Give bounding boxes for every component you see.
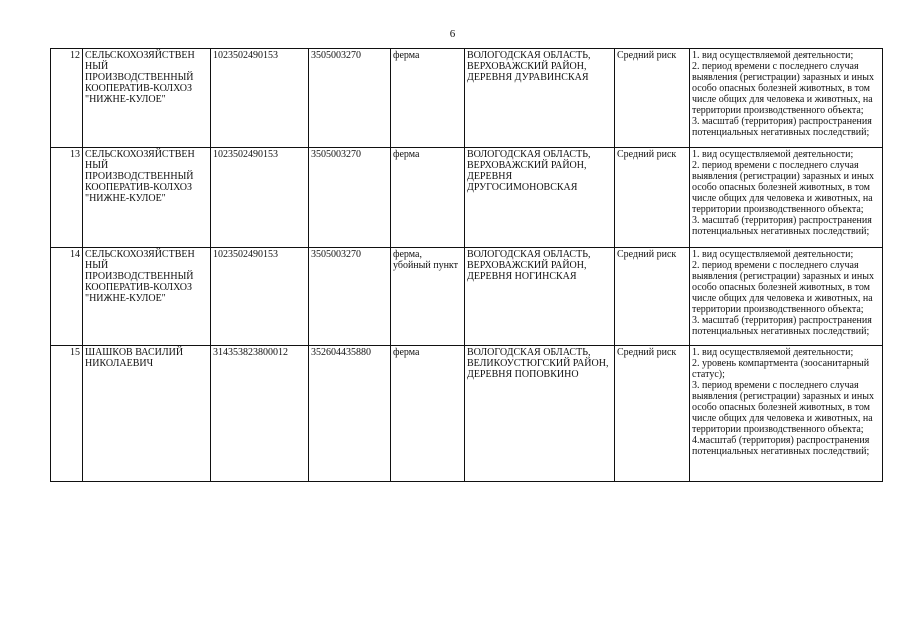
inn-value: 3505003270 (309, 148, 391, 248)
criteria-item: 2. период времени с последнего случая выявления (регистрации) заразных и иных особо опасных болезней животных, в том числе общих для человека и животных, на территории производственного объекта; (692, 61, 874, 116)
risk-criteria (690, 148, 883, 248)
criteria-item: 2. период времени с последнего случая выявления (регистрации) заразных и иных особо опасных болезней животных, в том числе общих для человека и животных, на территории производственного объекта; (692, 160, 874, 215)
object-address: ВОЛОГОДСКАЯ ОБЛАСТЬ, ВЕРХОВАЖСКИЙ РАЙОН, ДЕРЕВНЯ НОГИНСКАЯ (465, 248, 615, 346)
table-row (51, 248, 883, 346)
risk-category: Средний риск (615, 148, 690, 248)
risk-criteria (690, 346, 883, 482)
object-address: ВОЛОГОДСКАЯ ОБЛАСТЬ, ВЕРХОВАЖСКИЙ РАЙОН, ДЕРЕВНЯ ДУРАВИНСКАЯ (465, 49, 615, 148)
organization-name: ШАШКОВ ВАСИЛИЙ НИКОЛАЕВИЧ (83, 346, 211, 482)
criteria-item: 1. вид осуществляемой деятельности; (692, 249, 854, 260)
object-type: ферма (391, 49, 465, 148)
criteria-item: 3. масштаб (территория) распространения потенциальных негативных последствий; (692, 116, 872, 138)
criteria-item: 2. уровень компартмента (зоосанитарный статус); (692, 358, 870, 380)
registry-table (50, 48, 883, 482)
ogrn-value: 314353823800012 (211, 346, 309, 482)
criteria-item: 1. вид осуществляемой деятельности; (692, 347, 854, 358)
ogrn-value: 1023502490153 (211, 148, 309, 248)
table-row (51, 49, 883, 148)
criteria-item: 2. период времени с последнего случая выявления (регистрации) заразных и иных особо опасных болезней животных, в том числе общих для человека и животных, на территории производственного объекта; (692, 260, 874, 315)
row-number: 12 (51, 49, 83, 148)
risk-criteria (690, 248, 883, 346)
risk-category: Средний риск (615, 248, 690, 346)
ogrn-value: 1023502490153 (211, 248, 309, 346)
organization-name: СЕЛЬСКОХОЗЯЙСТВЕН НЫЙ ПРОИЗВОДСТВЕННЫЙ КООПЕРАТИВ-КОЛХОЗ "НИЖНЕ-КУЛОЕ" (83, 248, 211, 346)
inn-value: 3505003270 (309, 49, 391, 148)
risk-category: Средний риск (615, 346, 690, 482)
table-row (51, 346, 883, 482)
inn-value: 352604435880 (309, 346, 391, 482)
object-address: ВОЛОГОДСКАЯ ОБЛАСТЬ, ВЕРХОВАЖСКИЙ РАЙОН, ДЕРЕВНЯ ДРУГОСИМОНОВСКАЯ (465, 148, 615, 248)
risk-category: Средний риск (615, 49, 690, 148)
object-type: ферма, убойный пункт (391, 248, 465, 346)
organization-name: СЕЛЬСКОХОЗЯЙСТВЕН НЫЙ ПРОИЗВОДСТВЕННЫЙ КООПЕРАТИВ-КОЛХОЗ "НИЖНЕ-КУЛОЕ" (83, 148, 211, 248)
risk-criteria (690, 49, 883, 148)
ogrn-value: 1023502490153 (211, 49, 309, 148)
object-type: ферма (391, 346, 465, 482)
inn-value: 3505003270 (309, 248, 391, 346)
object-address: ВОЛОГОДСКАЯ ОБЛАСТЬ, ВЕЛИКОУСТЮГСКИЙ РАЙОН, ДЕРЕВНЯ ПОПОВКИНО (465, 346, 615, 482)
criteria-item: 1. вид осуществляемой деятельности; (692, 50, 854, 61)
table-row (51, 148, 883, 248)
criteria-item: 3. масштаб (территория) распространения потенциальных негативных последствий; (692, 315, 872, 337)
criteria-item: 4.масштаб (территория) распространения потенциальных негативных последствий; (692, 435, 870, 457)
object-type: ферма (391, 148, 465, 248)
row-number: 14 (51, 248, 83, 346)
organization-name: СЕЛЬСКОХОЗЯЙСТВЕН НЫЙ ПРОИЗВОДСТВЕННЫЙ КООПЕРАТИВ-КОЛХОЗ "НИЖНЕ-КУЛОЕ" (83, 49, 211, 148)
criteria-item: 1. вид осуществляемой деятельности; (692, 149, 854, 160)
row-number: 15 (51, 346, 83, 482)
page-number: 6 (449, 28, 456, 40)
criteria-item: 3. период времени с последнего случая выявления (регистрации) заразных и иных особо опасных болезней животных, в том числе общих для человека и животных, на территории производственного объекта; (692, 380, 874, 435)
row-number: 13 (51, 148, 83, 248)
criteria-item: 3. масштаб (территория) распространения потенциальных негативных последствий; (692, 215, 872, 237)
